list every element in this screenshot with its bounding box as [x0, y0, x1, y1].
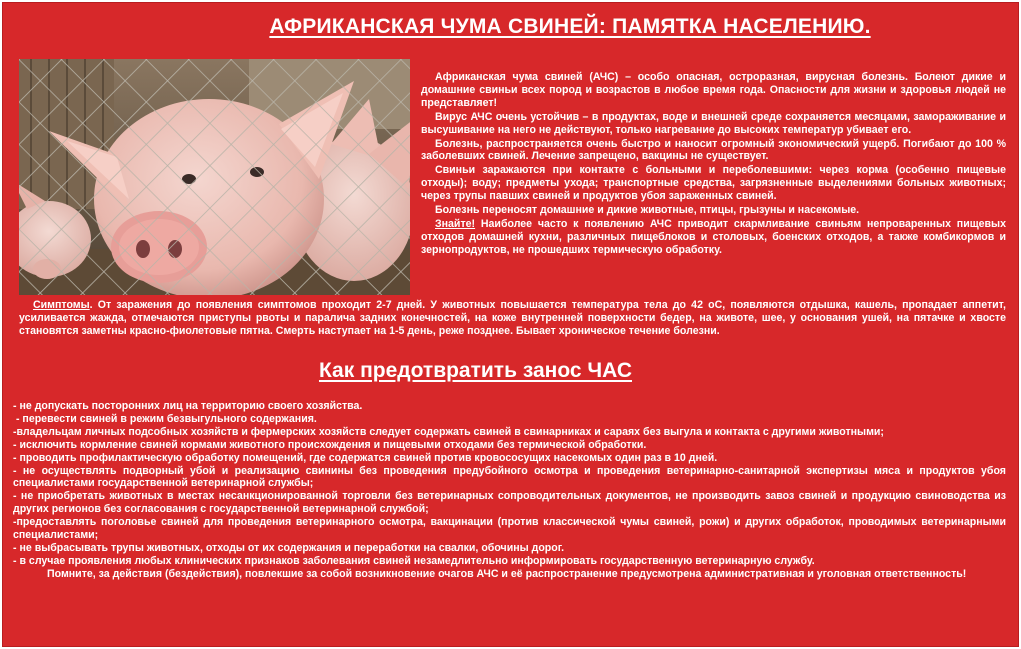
symptoms-paragraph [19, 299, 1006, 338]
prevention-item: -владельцам личных подсобных хозяйств и фермерских хозяйств следует содержать свиней в свинарниках и сараях без выгула и контакта с другими животными; [13, 425, 884, 438]
prevention-item: - не выбрасывать трупы животных, отходы от их содержания и переработки на свалки, обочины дорог. [13, 541, 565, 554]
know-text: Наиболее часто к появлению АЧС приводит скармливание свиньям непроваренных пищевых отходов домашней кухни, различных пищеблоков и столовых, боенских отходов, а также комбикормов и зернопродуктов, не прошедших термическую обработку. [421, 217, 1006, 256]
prevention-item: - исключить кормление свиней кормами животного происхождения и пищевыми отходами без термической обработки. [13, 438, 647, 451]
prevention-item: - не приобретать животных в местах несанкционированной торговли без ветеринарных сопроводительных документов, не производить завоз свиней и продукцию свиноводства из других регионов без согласования с государственной ветеринарной службой; [13, 490, 1006, 516]
prevention-title: Как предотвратить занос ЧАС [318, 359, 632, 382]
pigs-photo [19, 59, 410, 295]
know-paragraph [421, 218, 1006, 257]
intro-text [421, 71, 1006, 258]
symptoms-text: . От заражения до появления симптомов проходит 2-7 дней. У животных повышается температура тела до 42 оС, появляются отдышка, кашель, пропадает аппетит, усиливается жажда, отмечаются приступы рвоты и паралича задних конечностей, на коже внутренней поверхности бедер, на животе, шее, у основания ушей, на пятачке и хвосте становятся заметны красно-фиолетовые пятна. Смерть наступает на 1-5 день, реже позднее. Бывает хроническое течение болезни. [19, 299, 1006, 337]
prevention-item: - не допускать посторонних лиц на территорию своего хозяйства. [13, 400, 363, 412]
know-label: Знайте! [435, 217, 476, 230]
intro-paragraph: Свиньи заражаются при контакте с больными и переболевшими: через корма (особенно пищевые отходы); воду; предметы ухода; транспортные средства, загрязненные выделениями больных животных; через трупы павших свиней и продуктов убоя зараженных свиней. [421, 164, 1006, 203]
symptoms-section [19, 299, 1006, 338]
page-title: АФРИКАНСКАЯ ЧУМА СВИНЕЙ: ПАМЯТКА НАСЕЛЕНИЮ. [269, 15, 871, 38]
prevention-item: -предоставлять поголовье свиней для проведения ветеринарного осмотра, вакцинации (против классической чумы свиней, рожи) и других обработок, проводимых ветеринарными специалистами; [13, 516, 1006, 542]
poster [2, 2, 1019, 647]
symptoms-label: Симптомы [33, 299, 90, 311]
prevention-list [13, 400, 1006, 581]
prevention-item: - проводить профилактическую обработку помещений, где содержатся свиней против кровососущих насекомых один раз в 10 дней. [13, 451, 718, 464]
prevention-item: - перевести свиней в режим безвыгульного содержания. [13, 412, 317, 425]
intro-paragraph: Болезнь переносят домашние и дикие животные, птицы, грызуны и насекомые. [435, 204, 860, 217]
prevention-item: - в случае проявления любых клинических признаков заболевания свиней незамедлительно информировать государственную ветеринарную службу. [13, 554, 815, 567]
final-note: Помните, за действия (бездействия), повлекшие за собой возникновение очагов АЧС и её распространение предусмотрена административная и уголовная ответственность! [47, 567, 967, 580]
intro-paragraph: Болезнь, распространяется очень быстро и наносит огромный экономический ущерб. Погибают до 100 % заболевших свиней. Лечение запрещено, вакцины не существует. [421, 137, 1006, 163]
prevention-item: - не осуществлять подворный убой и реализацию свинины без проведения предубойного осмотра и проведения ветеринарно-санитарной экспертизы мяса и продуктов убоя специалистами государственной ветеринарной службы; [13, 464, 1006, 490]
intro-paragraph: Африканская чума свиней (АЧС) – особо опасная, остроразная, вирусная болезнь. Болеют дикие и домашние свиньи всех пород и возрастов в любое время года. Опасности для жизни и здоровья людей не представляет! [421, 71, 1006, 109]
intro-paragraph: Вирус АЧС очень устойчив – в продуктах, воде и внешней среде сохраняется месяцами, замораживание и высушивание на него не действуют, только нагревание до высоких температур убивает его. [421, 110, 1006, 136]
